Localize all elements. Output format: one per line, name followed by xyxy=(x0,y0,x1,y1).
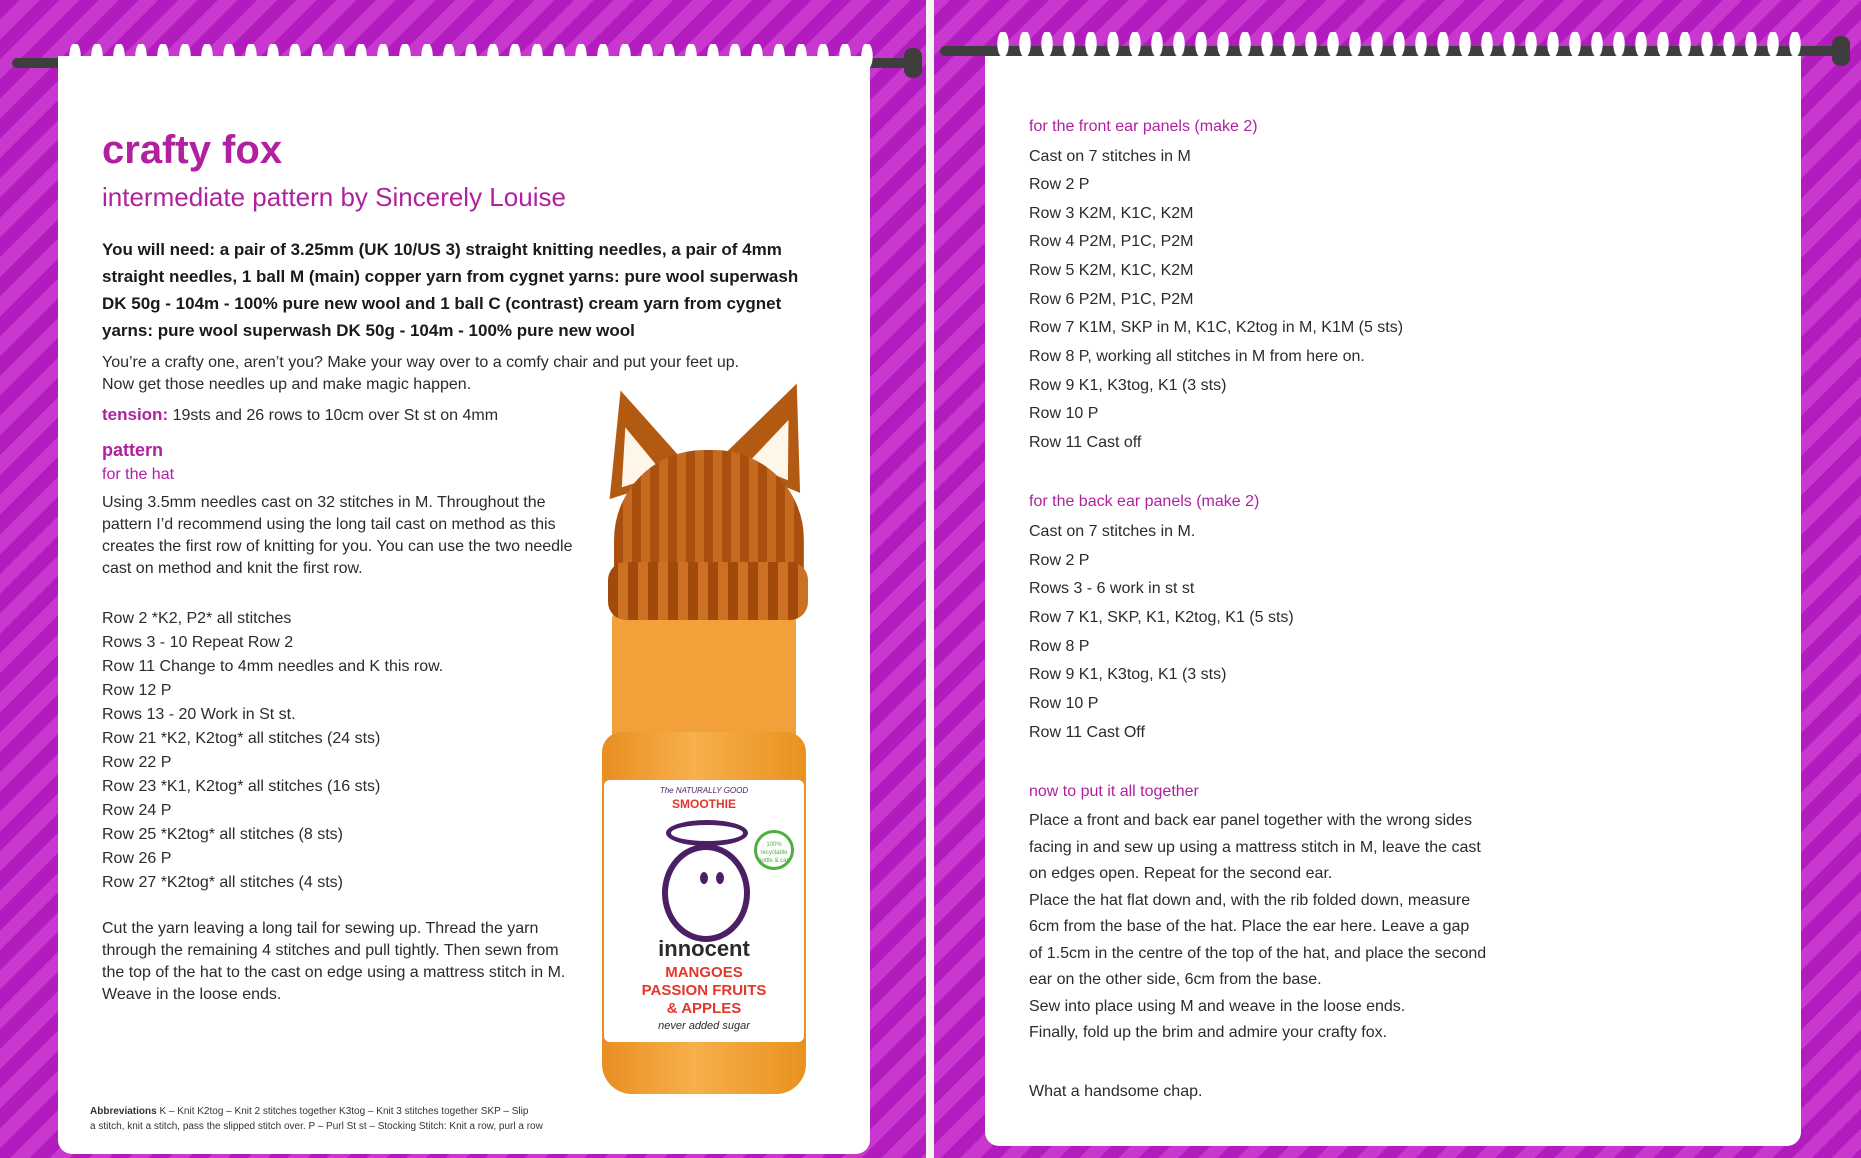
together-line: of 1.5cm in the centre of the top of the hat, and place the second xyxy=(1029,944,1487,962)
finish-line: the top of the hat to the cast on edge using a mattress stitch in M. xyxy=(102,964,566,981)
closing-line: What a handsome chap. xyxy=(1029,1083,1203,1100)
abbreviations-text-2: a stitch, knit a stitch, pass the slipped stitch over. P – Purl St st – Stocking Stitch: Knit a row, purl a row xyxy=(90,1121,543,1132)
front-ear-row: Row 5 K2M, K1C, K2M xyxy=(1029,262,1194,279)
label-flavor-1: MANGOES xyxy=(665,964,743,981)
front-ear-row: Row 6 P2M, P1C, P2M xyxy=(1029,291,1194,308)
materials-line: yarns: pure wool superwash DK 50g - 104m - 100% pure new wool xyxy=(102,321,635,340)
hat-row: Row 11 Change to 4mm needles and K this row. xyxy=(102,658,444,675)
materials-line: DK 50g - 104m - 100% pure new wool and 1 ball C (contrast) cream yarn from cygnet xyxy=(102,294,782,313)
needle-knob-left xyxy=(904,48,922,78)
front-ear-row: Row 2 P xyxy=(1029,176,1090,193)
front-ear-row: Row 9 K1, K3tog, K1 (3 sts) xyxy=(1029,377,1227,394)
back-ear-row: Rows 3 - 6 work in st st xyxy=(1029,580,1195,597)
knitted-fox-hat xyxy=(592,386,832,636)
hat-intro xyxy=(102,492,602,580)
back-ear-row: Row 11 Cast Off xyxy=(1029,724,1145,741)
hat-intro-line: cast on method and knit the first row. xyxy=(102,560,363,577)
together-line: 6cm from the base of the hat. Place the ear here. Leave a gap xyxy=(1029,918,1470,935)
intro-line: You’re a crafty one, aren’t you? Make your way over to a comfy chair and put your feet up. xyxy=(102,354,740,371)
together-line: ear on the other side, 6cm from the base. xyxy=(1029,971,1322,988)
tension-line xyxy=(102,404,498,427)
label-tagline: The NATURALLY GOOD xyxy=(659,786,749,795)
hat-row: Row 21 *K2, K2tog* all stitches (24 sts) xyxy=(102,730,381,747)
hat-row: Row 27 *K2tog* all stitches (4 sts) xyxy=(102,874,343,891)
front-ear-row: Row 8 P, working all stitches in M from here on. xyxy=(1029,348,1365,365)
label-smoothie: SMOOTHIE xyxy=(671,797,736,811)
eye-icon xyxy=(700,872,708,884)
halo-icon xyxy=(666,820,748,846)
hat-row: Row 23 *K1, K2tog* all stitches (16 sts) xyxy=(102,778,381,795)
finish-line: through the remaining 4 stitches and pull tightly. Then sewn from xyxy=(102,942,559,959)
finish-line: Cut the yarn leaving a long tail for sewing up. Thread the yarn xyxy=(102,920,539,937)
tension-label: tension: xyxy=(102,405,169,424)
abbreviations-label: Abbreviations xyxy=(90,1106,157,1117)
front-ear-row: Row 10 P xyxy=(1029,405,1099,422)
back-ear-row: Row 8 P xyxy=(1029,638,1090,655)
materials-line: You will need: a pair of 3.25mm (UK 10/US 3) straight knitting needles, a pair of 4mm xyxy=(102,240,782,259)
abbreviations xyxy=(90,1104,650,1134)
back-ear-row: Cast on 7 stitches in M. xyxy=(1029,523,1196,540)
front-ear-row: Row 11 Cast off xyxy=(1029,434,1142,451)
together-line: Place a front and back ear panel together with the wrong sides xyxy=(1029,812,1472,829)
hat-row: Rows 13 - 20 Work in St st. xyxy=(102,706,296,723)
bottle-label xyxy=(604,780,804,1042)
page-divider xyxy=(926,0,934,1158)
finishing-text xyxy=(102,918,602,1006)
back-ear-row: Row 7 K1, SKP, K1, K2tog, K1 (5 sts) xyxy=(1029,609,1294,626)
label-brand: innocent xyxy=(658,936,750,961)
hat-row: Row 22 P xyxy=(102,754,172,771)
pattern-heading: pattern xyxy=(102,440,164,460)
recyclable-badge: 100% recyclable bottle & cap xyxy=(754,830,794,870)
together-line: Place the hat flat down and, with the rib folded down, measure xyxy=(1029,891,1471,909)
finish-line: Weave in the loose ends. xyxy=(102,986,282,1003)
right-page xyxy=(985,56,1801,1146)
materials-line: straight needles, 1 ball M (main) copper yarn from cygnet yarns: pure wool superwash xyxy=(102,267,799,286)
abbreviations-text: K – Knit K2tog – Knit 2 stitches together K3tog – Knit 3 stitches together SKP – Slip xyxy=(159,1106,529,1117)
eye-icon xyxy=(716,872,724,884)
together-line: facing in and sew up using a mattress stitch in M, leave the cast xyxy=(1029,838,1481,856)
page-title: crafty fox xyxy=(102,128,283,172)
smoothie-bottle-illustration xyxy=(602,582,806,1094)
together-instructions xyxy=(1029,808,1769,1047)
front-ear-heading: for the front ear panels (make 2) xyxy=(1029,118,1258,135)
front-ear-row: Row 4 P2M, P1C, P2M xyxy=(1029,233,1194,250)
page-subtitle: intermediate pattern by Sincerely Louise xyxy=(102,182,566,212)
tension-text: 19sts and 26 rows to 10cm over St st on 4mm xyxy=(172,407,499,424)
back-ear-heading: for the back ear panels (make 2) xyxy=(1029,493,1260,510)
hat-brim xyxy=(608,562,808,620)
together-line: on edges open. Repeat for the second ear. xyxy=(1029,865,1333,882)
together-line: Sew into place using M and weave in the loose ends. xyxy=(1029,997,1406,1015)
materials-list xyxy=(102,236,862,344)
label-flavor-3: & APPLES xyxy=(666,1000,742,1017)
hat-row: Row 25 *K2tog* all stitches (8 sts) xyxy=(102,826,343,843)
hat-row: Row 26 P xyxy=(102,850,172,867)
hat-row: Rows 3 - 10 Repeat Row 2 xyxy=(102,634,294,651)
together-heading: now to put it all together xyxy=(1029,783,1199,800)
back-ear-row: Row 2 P xyxy=(1029,552,1090,569)
hat-row: Row 2 *K2, P2* all stitches xyxy=(102,610,292,627)
front-ear-row: Row 7 K1M, SKP in M, K1C, K2tog in M, K1M (5 sts) xyxy=(1029,319,1404,336)
back-ear-row: Row 10 P xyxy=(1029,695,1099,712)
hat-row: Row 12 P xyxy=(102,682,172,699)
intro-line: Now get those needles up and make magic happen. xyxy=(102,376,472,393)
hat-row: Row 24 P xyxy=(102,802,172,819)
hat-intro-line: creates the first row of knitting for you. You can use the two needle xyxy=(102,538,573,555)
front-ear-row: Cast on 7 stitches in M xyxy=(1029,148,1191,165)
label-flavor-2: PASSION FRUITS xyxy=(641,982,767,999)
label-no-sugar: never added sugar xyxy=(658,1020,750,1032)
hat-intro-line: pattern I’d recommend using the long tail cast on method as this xyxy=(102,516,556,533)
front-ear-row: Row 3 K2M, K1C, K2M xyxy=(1029,205,1194,222)
innocent-face-logo xyxy=(662,844,750,942)
hat-intro-line: Using 3.5mm needles cast on 32 stitches in M. Throughout the xyxy=(102,494,546,511)
together-line: Finally, fold up the brim and admire your crafty fox. xyxy=(1029,1024,1388,1041)
back-ear-row: Row 9 K1, K3tog, K1 (3 sts) xyxy=(1029,666,1227,683)
hat-heading: for the hat xyxy=(102,466,175,483)
needle-knob-right xyxy=(1832,36,1850,66)
